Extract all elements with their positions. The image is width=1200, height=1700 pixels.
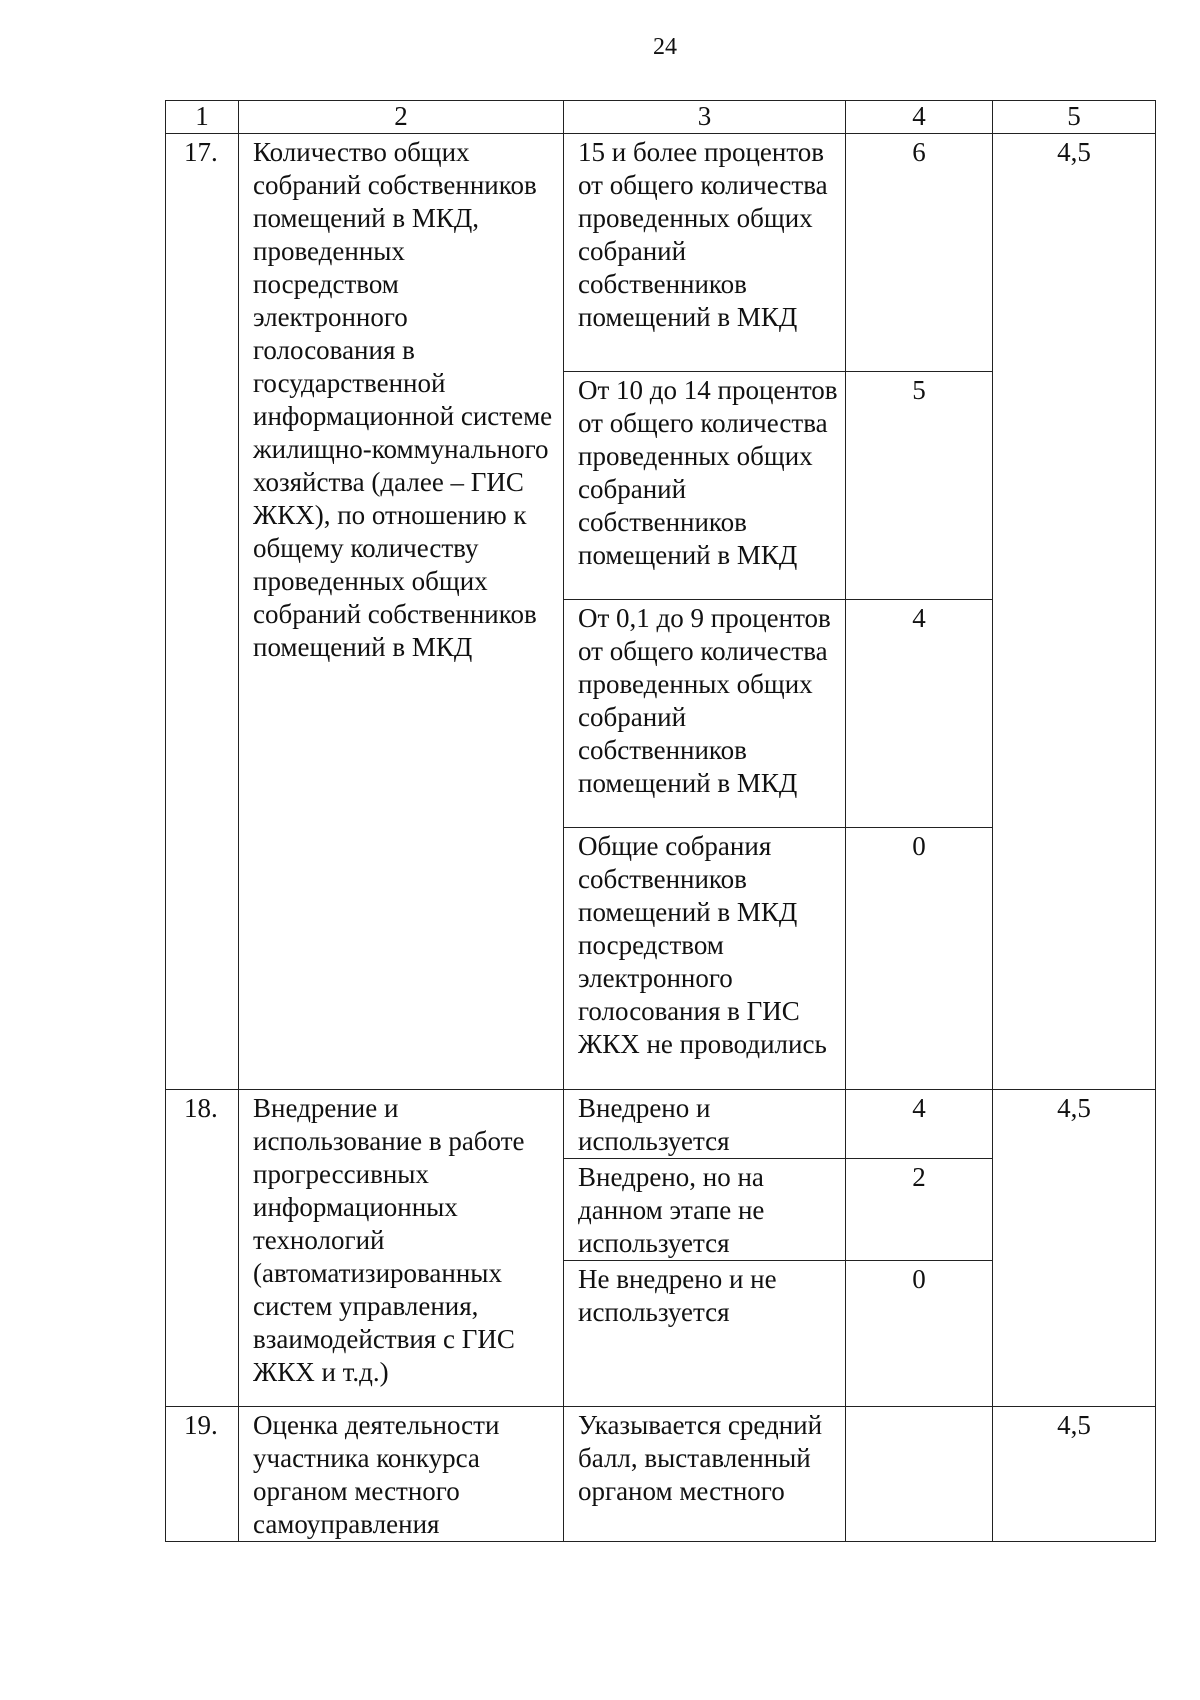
table-row xyxy=(166,134,1156,372)
row-number: 19. xyxy=(166,1407,239,1542)
option-cell: Внедрено, но на данном этапе не используется xyxy=(564,1159,846,1261)
option-cell: Указывается средний балл, выставленный органом местного xyxy=(564,1407,846,1542)
weight-cell: 4,5 xyxy=(993,134,1156,1090)
table-row xyxy=(166,1407,1156,1542)
row-number: 18. xyxy=(166,1090,239,1407)
points-cell: 2 xyxy=(846,1159,993,1261)
points-cell: 0 xyxy=(846,1261,993,1407)
criteria-table xyxy=(165,100,1156,1542)
points-cell: 0 xyxy=(846,828,993,1090)
row-number: 17. xyxy=(166,134,239,1090)
weight-cell: 4,5 xyxy=(993,1407,1156,1542)
column-header: 4 xyxy=(846,101,993,134)
criterion-cell: Оценка деятельности участника конкурса органом местного самоуправления xyxy=(239,1407,564,1542)
option-cell: От 0,1 до 9 процентов от общего количества проведенных общих собраний собственников помещений в МКД xyxy=(564,600,846,828)
option-cell: 15 и более процентов от общего количества проведенных общих собраний собственников помещений в МКД xyxy=(564,134,846,372)
points-cell: 6 xyxy=(846,134,993,372)
option-cell: Внедрено и используется xyxy=(564,1090,846,1159)
points-cell xyxy=(846,1407,993,1542)
option-cell: Общие собрания собственников помещений в МКД посредством электронного голосования в ГИС ЖКХ не проводились xyxy=(564,828,846,1090)
criterion-cell: Внедрение и использование в работе прогрессивных информационных технологий (автоматизированных систем управления, взаимодействия с ГИС ЖКХ и т.д.) xyxy=(239,1090,564,1407)
table-row xyxy=(166,1090,1156,1159)
criterion-cell: Количество общих собраний собственников помещений в МКД, проведенных посредством электронного голосования в государственной информационной системе жилищно-коммунального хозяйства (далее – ГИС ЖКХ), по отношению к общему количеству проведенных общих собраний собственников помещений в МКД xyxy=(239,134,564,1090)
column-header: 3 xyxy=(564,101,846,134)
option-cell: Не внедрено и не используется xyxy=(564,1261,846,1407)
column-header: 5 xyxy=(993,101,1156,134)
column-header: 2 xyxy=(239,101,564,134)
points-cell: 5 xyxy=(846,372,993,600)
option-cell: От 10 до 14 процентов от общего количества проведенных общих собраний собственников помещений в МКД xyxy=(564,372,846,600)
points-cell: 4 xyxy=(846,600,993,828)
column-header: 1 xyxy=(166,101,239,134)
page-number: 24 xyxy=(653,34,677,60)
weight-cell: 4,5 xyxy=(993,1090,1156,1407)
points-cell: 4 xyxy=(846,1090,993,1159)
table-header-row xyxy=(166,101,1156,134)
